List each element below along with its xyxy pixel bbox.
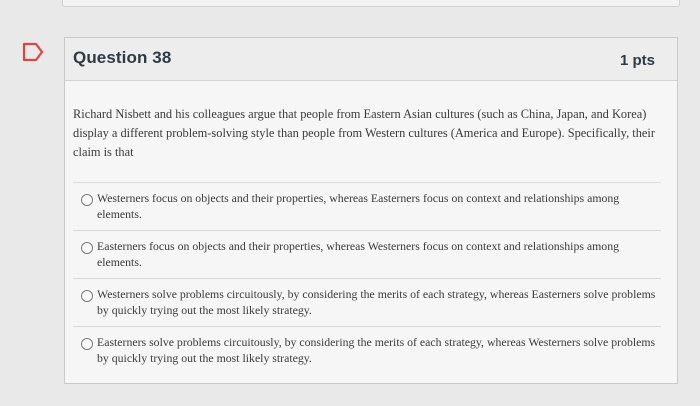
radio-unchecked-icon[interactable] — [81, 338, 93, 350]
question-header — [65, 38, 677, 81]
answer-option-3[interactable] — [73, 278, 661, 326]
answer-label: Easterners focus on objects and their properties, whereas Westerners focus on context and relationships among elements. — [97, 239, 619, 269]
answer-label: Westerners solve problems circuitously, by considering the merits of each strategy, whereas Easterners solve problems by quickly trying out the most likely strategy. — [97, 287, 656, 317]
answer-option-4[interactable] — [73, 326, 661, 374]
radio-unchecked-icon[interactable] — [81, 290, 93, 302]
answer-option-2[interactable] — [73, 230, 661, 278]
bookmark-flag-icon[interactable] — [22, 41, 46, 63]
answer-label: Westerners focus on objects and their properties, whereas Easterners focus on context and relationships among elements. — [97, 191, 620, 221]
question-title: Question 38 — [73, 48, 172, 67]
question-text: Richard Nisbett and his colleagues argue that people from Eastern Asian cultures (such as China, Japan, and Korea) display a different problem-solving style than people from Western cultures (America and Europe). Specifically, their claim is that — [73, 107, 655, 159]
answer-label: Easterners solve problems circuitously, by considering the merits of each strategy, whereas Westerners solve problems by quickly trying out the most likely strategy. — [97, 335, 656, 365]
answer-option-1[interactable] — [73, 182, 661, 230]
question-points: 1 pts — [619, 52, 655, 69]
question-card — [64, 37, 678, 384]
answer-list — [73, 182, 661, 374]
radio-unchecked-icon[interactable] — [81, 194, 93, 206]
previous-question-card-edge — [62, 0, 680, 7]
radio-unchecked-icon[interactable] — [81, 242, 93, 254]
